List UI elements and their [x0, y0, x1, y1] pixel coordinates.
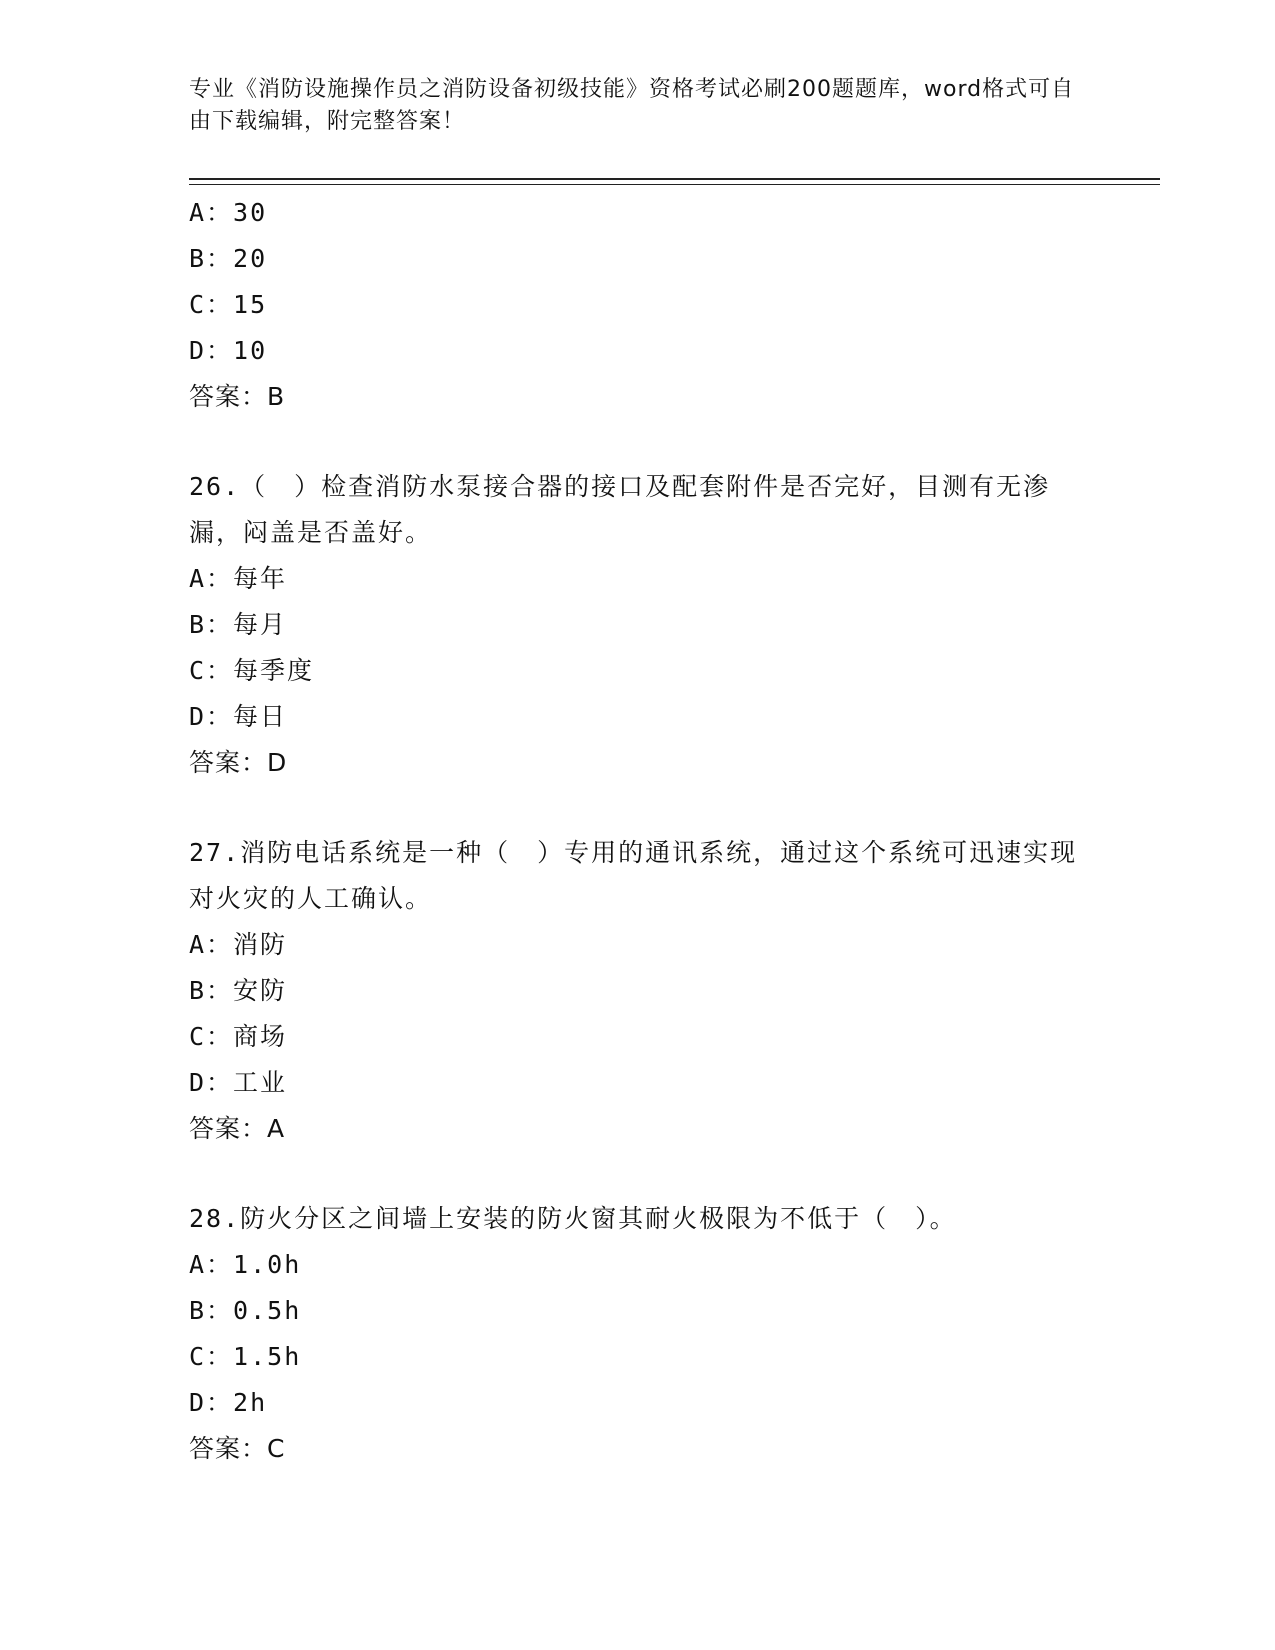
question-stem: 26.（ ）检查消防水泵接合器的接口及配套附件是否完好，目测有无渗漏，闷盖是否盖好。 — [189, 472, 1051, 547]
option-d: D：2h — [189, 1388, 268, 1417]
answer-line: 答案：B — [189, 382, 286, 411]
question-stem: 28.防火分区之间墙上安装的防火窗其耐火极限为不低于（ ）。 — [189, 1204, 957, 1233]
question-26 — [189, 464, 1089, 786]
option-a: A：30 — [189, 198, 268, 227]
question-27 — [189, 830, 1089, 1152]
document-header: 专业《消防设施操作员之消防设备初级技能》资格考试必刷200题题库，word格式可自由下载编辑，附完整答案！ — [189, 77, 1075, 134]
option-c: C：1.5h — [189, 1342, 302, 1371]
option-c: C：15 — [189, 290, 268, 319]
header-rule-thick — [189, 178, 1160, 180]
question-stem: 27.消防电话系统是一种（ ）专用的通讯系统，通过这个系统可迅速实现对火灾的人工确认。 — [189, 838, 1078, 913]
question-25 — [189, 190, 1089, 420]
option-d: D：每日 — [189, 702, 288, 731]
option-a: A：每年 — [189, 564, 288, 593]
option-b: B：每月 — [189, 610, 288, 639]
answer-line: 答案：C — [189, 1434, 286, 1463]
header-rule-thin — [189, 184, 1160, 185]
answer-line: 答案：A — [189, 1114, 286, 1143]
option-d: D：工业 — [189, 1068, 288, 1097]
question-28 — [189, 1196, 1089, 1472]
question-list — [189, 190, 1089, 1472]
option-d: D：10 — [189, 336, 268, 365]
option-a: A：消防 — [189, 930, 288, 959]
option-c: C：商场 — [189, 1022, 288, 1051]
option-b: B：0.5h — [189, 1296, 302, 1325]
option-a: A：1.0h — [189, 1250, 302, 1279]
answer-line: 答案：D — [189, 748, 288, 777]
option-c: C：每季度 — [189, 656, 315, 685]
option-b: B：20 — [189, 244, 268, 273]
option-b: B：安防 — [189, 976, 288, 1005]
